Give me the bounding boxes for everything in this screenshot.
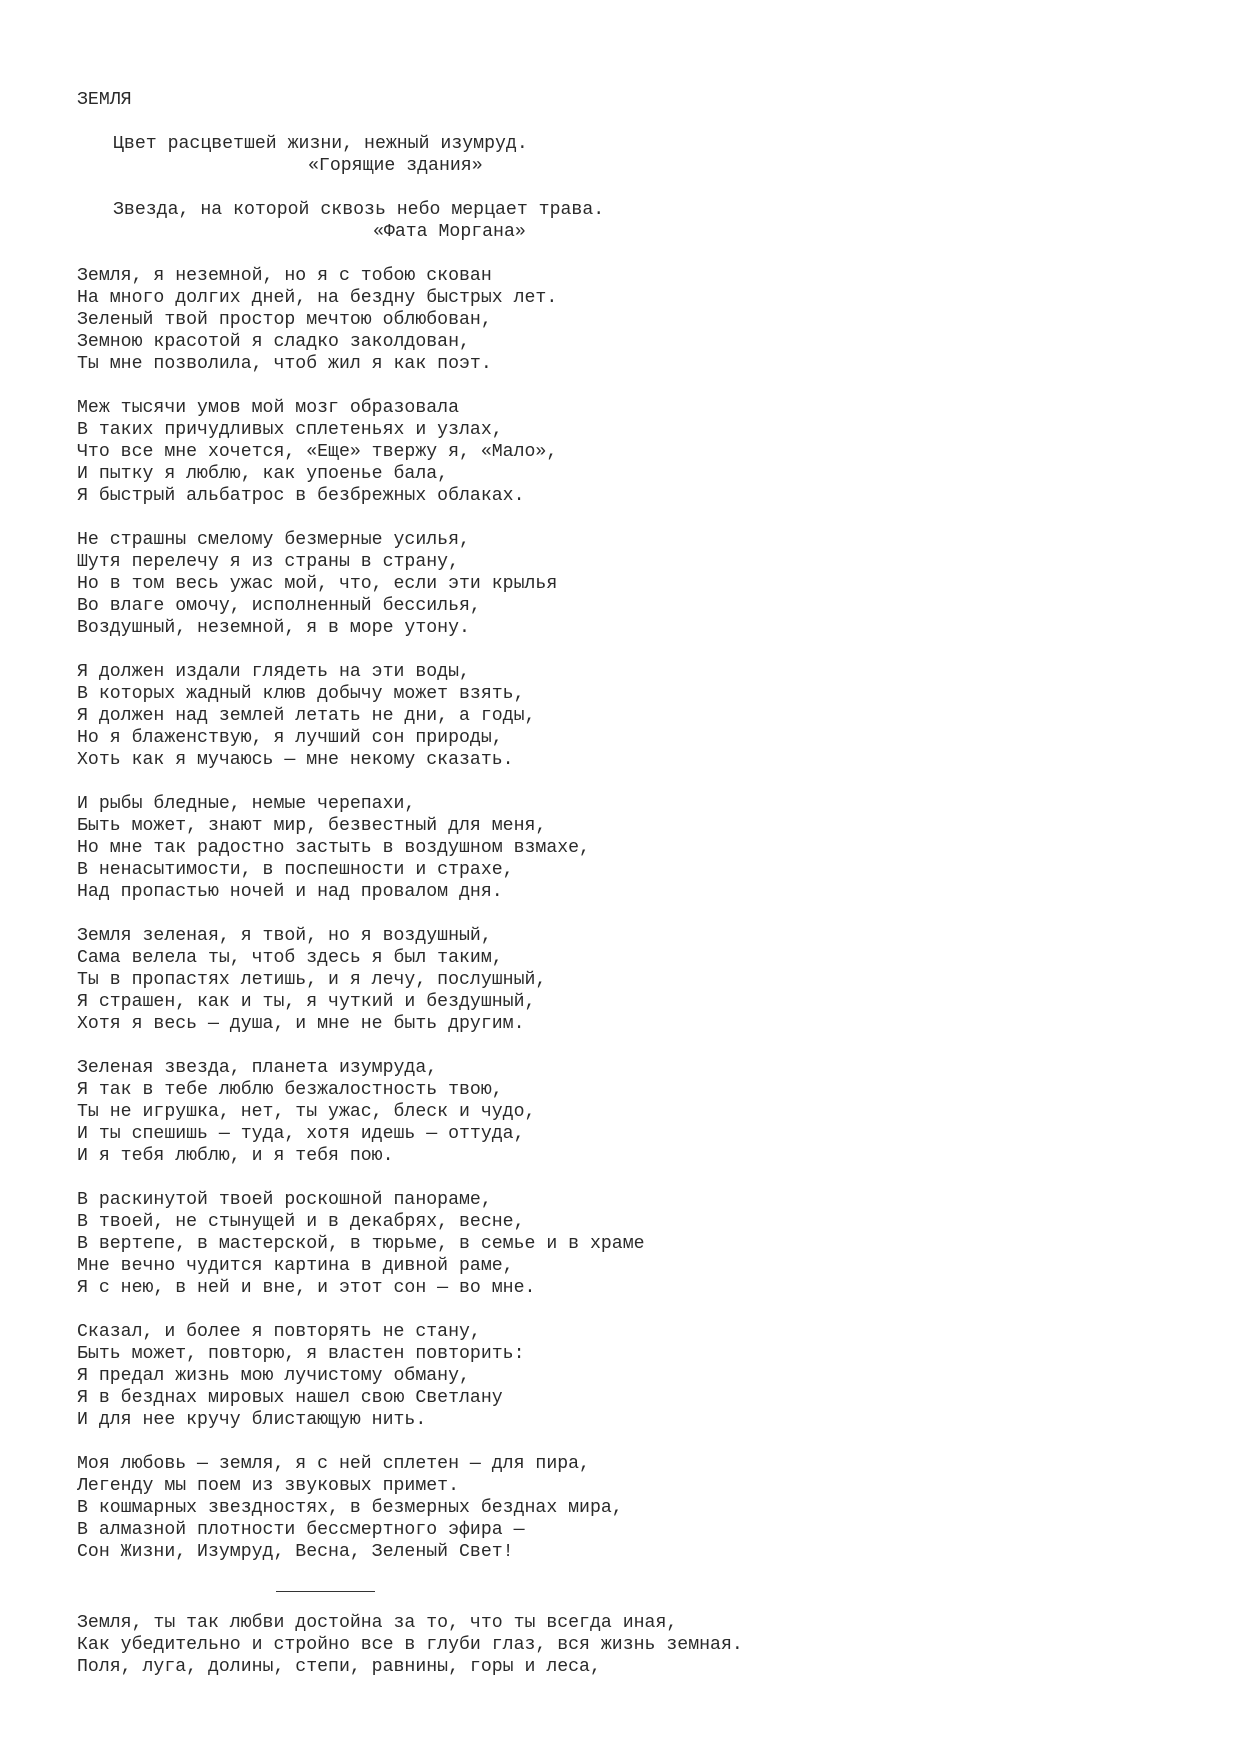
stanza <box>77 1057 1227 1167</box>
verse-line: В твоей, не стынущей и в декабрях, весне, <box>77 1212 525 1232</box>
stanza <box>77 265 1227 375</box>
verse-line: В которых жадный клюв добычу может взять, <box>77 684 525 704</box>
verse-line: Но я блаженствую, я лучший сон природы, <box>77 728 503 748</box>
verse-line: Но мне так радостно застыть в воздушном взмахе, <box>77 838 590 858</box>
verse-line: Меж тысячи умов мой мозг образовала <box>77 398 459 418</box>
verse-line: В таких причудливых сплетеньях и узлах, <box>77 420 503 440</box>
verse-line: Я так в тебе люблю безжалостность твою, <box>77 1080 503 1100</box>
verse-line: Зеленый твой простор мечтою облюбован, <box>77 310 492 330</box>
verse-line: Не страшны смелому безмерные усилья, <box>77 530 470 550</box>
verse-line: И я тебя люблю, и я тебя пою. <box>77 1146 394 1166</box>
verse-line: Я предал жизнь мою лучистому обману, <box>77 1366 470 1386</box>
poem-body <box>77 265 1227 1585</box>
epigraph-2-text: Звезда, на которой сквозь небо мерцает трава. <box>113 200 605 220</box>
epigraph-1-text: Цвет расцветшей жизни, нежный изумруд. <box>113 134 528 154</box>
stanza <box>77 1453 1227 1563</box>
verse-line: Моя любовь — земля, я с ней сплетен — для пира, <box>77 1454 590 1474</box>
verse-line: Хоть как я мучаюсь — мне некому сказать. <box>77 750 514 770</box>
verse-line: Воздушный, неземной, я в море утону. <box>77 618 470 638</box>
verse-line: И для нее кручу блистающую нить. <box>77 1410 427 1430</box>
verse-line: Ты не игрушка, нет, ты ужас, блеск и чудо, <box>77 1102 536 1122</box>
section-divider <box>276 1591 375 1592</box>
verse-line: В кошмарных звездностях, в безмерных безднах мира, <box>77 1498 623 1518</box>
verse-line: Я в безднах мировых нашел свою Светлану <box>77 1388 503 1408</box>
verse-line: Земною красотой я сладко заколдован, <box>77 332 470 352</box>
verse-line: И пытку я люблю, как упоенье бала, <box>77 464 449 484</box>
verse-line: Я быстрый альбатрос в безбрежных облаках. <box>77 486 525 506</box>
verse-line: Ты мне позволила, чтоб жил я как поэт. <box>77 354 492 374</box>
verse-line: В ненасытимости, в поспешности и страхе, <box>77 860 514 880</box>
verse-line: Сказал, и более я повторять не стану, <box>77 1322 481 1342</box>
verse-line: Но в том весь ужас мой, что, если эти крылья <box>77 574 558 594</box>
verse-line: Я должен издали глядеть на эти воды, <box>77 662 470 682</box>
verse-line: Над пропастью ночей и над провалом дня. <box>77 882 503 902</box>
verse-line: Зеленая звезда, планета изумруда, <box>77 1058 438 1078</box>
verse-line: Шутя перелечу я из страны в страну, <box>77 552 459 572</box>
verse-line: В алмазной плотности бессмертного эфира — <box>77 1520 525 1540</box>
epigraph-1-source: «Горящие здания» <box>308 156 483 176</box>
verse-line: Сама велела ты, чтоб здесь я был таким, <box>77 948 503 968</box>
verse-line: На много долгих дней, на бездну быстрых лет. <box>77 288 558 308</box>
stanza <box>77 1321 1227 1431</box>
poem-title: ЗЕМЛЯ <box>77 90 132 110</box>
stanza <box>77 529 1227 639</box>
verse-line: Земля, я неземной, но я с тобою скован <box>77 266 492 286</box>
stanza <box>77 661 1227 771</box>
verse-line: Во влаге омочу, исполненный бессилья, <box>77 596 481 616</box>
verse-line: Поля, луга, долины, степи, равнины, горы и леса, <box>77 1657 601 1677</box>
next-poem-opening <box>77 1612 1227 1678</box>
verse-line: И рыбы бледные, немые черепахи, <box>77 794 416 814</box>
verse-line: Хотя я весь — душа, и мне не быть другим. <box>77 1014 525 1034</box>
verse-line: Быть может, повторю, я властен повторить: <box>77 1344 525 1364</box>
verse-line: Как убедительно и стройно все в глуби глаз, вся жизнь земная. <box>77 1635 743 1655</box>
verse-line: Я страшен, как и ты, я чуткий и бездушный, <box>77 992 536 1012</box>
verse-line: Сон Жизни, Изумруд, Весна, Зеленый Свет! <box>77 1542 514 1562</box>
stanza <box>77 1189 1227 1299</box>
stanza <box>77 925 1227 1035</box>
verse-line: Земля, ты так любви достойна за то, что ты всегда иная, <box>77 1613 678 1633</box>
verse-line: Я должен над землей летать не дни, а годы, <box>77 706 536 726</box>
verse-line: Ты в пропастях летишь, и я лечу, послушный, <box>77 970 547 990</box>
stanza <box>77 397 1227 507</box>
stanza <box>77 793 1227 903</box>
verse-line: В вертепе, в мастерской, в тюрьме, в семье и в храме <box>77 1234 645 1254</box>
verse-line: Земля зеленая, я твой, но я воздушный, <box>77 926 492 946</box>
verse-line: Что все мне хочется, «Еще» твержу я, «Мало», <box>77 442 558 462</box>
verse-line: И ты спешишь — туда, хотя идешь — оттуда, <box>77 1124 525 1144</box>
epigraph-2-source: «Фата Моргана» <box>373 222 526 242</box>
verse-line: Легенду мы поем из звуковых примет. <box>77 1476 459 1496</box>
verse-line: Я с нею, в ней и вне, и этот сон — во мне. <box>77 1278 536 1298</box>
verse-line: Быть может, знают мир, безвестный для меня, <box>77 816 547 836</box>
verse-line: Мне вечно чудится картина в дивной раме, <box>77 1256 514 1276</box>
verse-line: В раскинутой твоей роскошной панораме, <box>77 1190 492 1210</box>
